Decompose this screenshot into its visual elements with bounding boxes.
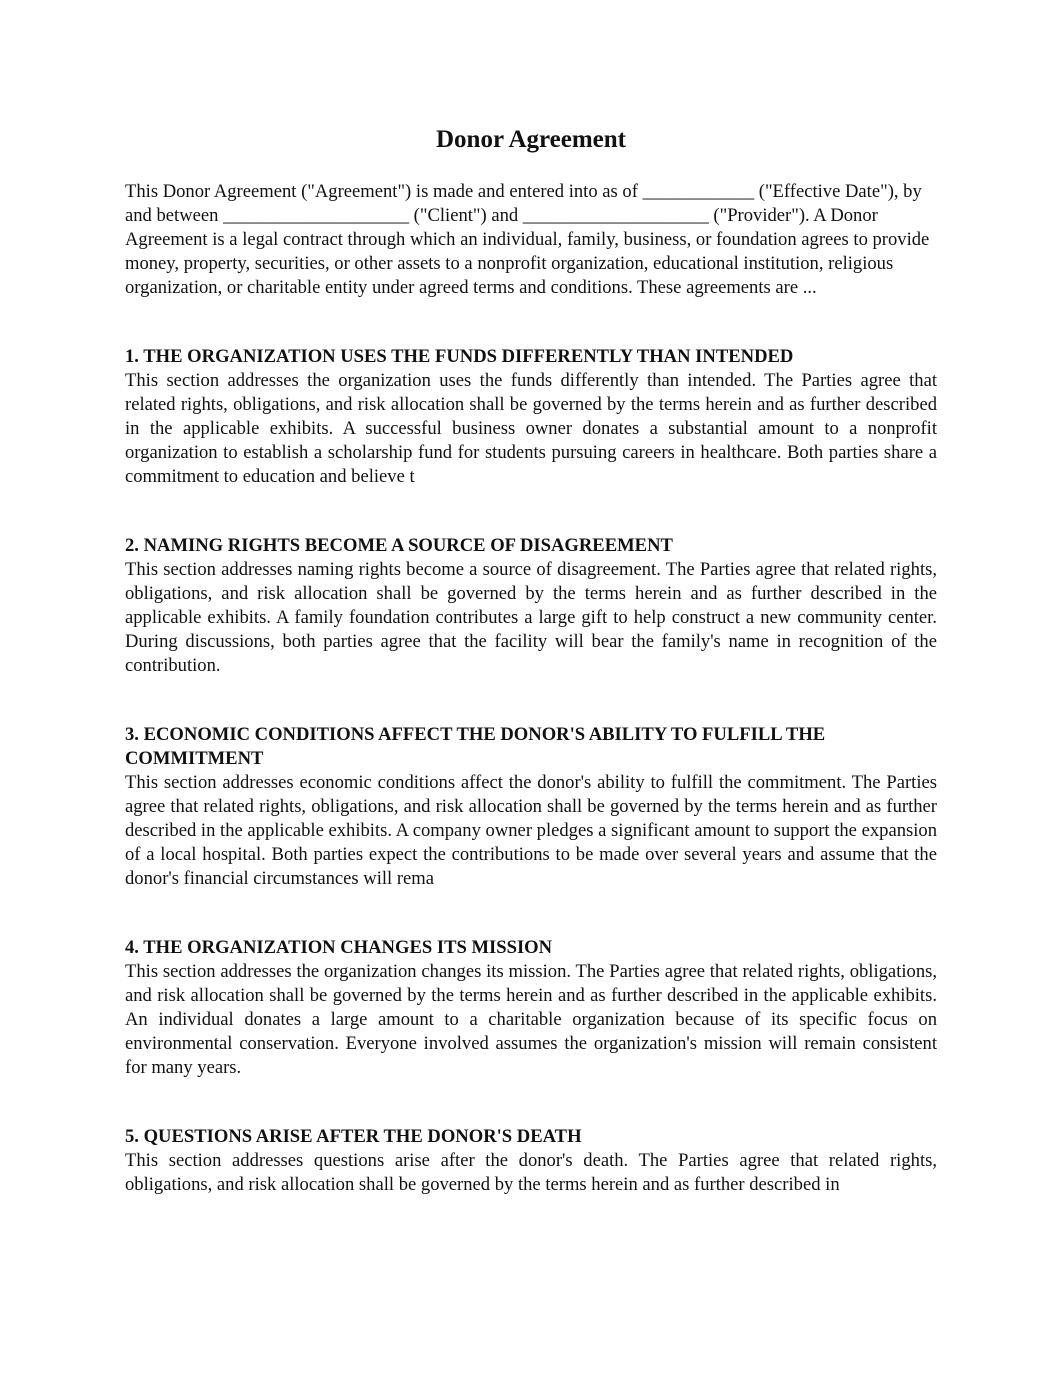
intro-paragraph: This Donor Agreement ("Agreement") is made and entered into as of ____________ ("Effective Date"), by and between ____________________ ("Client") and ____________________ ("Provider"). A Donor Agreement is a legal contract through which an individual, family, business, or foundation agrees to provide money, property, securities, or other assets to a nonprofit organization, educational institution, religious organization, or charitable entity under agreed terms and conditions. These agreements are ... (125, 181, 930, 298)
section-heading: 1. THE ORGANIZATION USES THE FUNDS DIFFERENTLY THAN INTENDED (125, 346, 794, 367)
section-body: This section addresses naming rights become a source of disagreement. The Parties agree that related rights, obligations, and risk allocation shall be governed by the terms herein and as further described in the applicable exhibits. A family foundation contributes a large gift to help construct a new community center. During discussions, both parties agree that the facility will bear the family's name in recognition of the contribution. (125, 559, 937, 676)
section-2 (125, 534, 937, 678)
document-title: Donor Agreement (435, 126, 626, 153)
document-page (125, 120, 937, 1197)
section-body: This section addresses the organization changes its mission. The Parties agree that related rights, obligations, and risk allocation shall be governed by the terms herein and as further described in the applicable exhibits. An individual donates a large amount to a charitable organization because of its specific focus on environmental conservation. Everyone involved assumes the organization's mission will remain consistent for many years. (125, 961, 937, 1078)
section-body: This section addresses the organization uses the funds differently than intended. The Parties agree that related rights, obligations, and risk allocation shall be governed by the terms herein and as further described in the applicable exhibits. A successful business owner donates a substantial amount to a nonprofit organization to establish a scholarship fund for students pursuing careers in healthcare. Both parties share a commitment to education and believe t (125, 370, 937, 487)
section-5 (125, 1125, 937, 1197)
section-1 (125, 345, 937, 489)
section-body: This section addresses questions arise after the donor's death. The Parties agree that related rights, obligations, and risk allocation shall be governed by the terms herein and as further described in (125, 1150, 937, 1195)
section-heading: 2. NAMING RIGHTS BECOME A SOURCE OF DISAGREEMENT (125, 535, 673, 556)
section-heading: 3. ECONOMIC CONDITIONS AFFECT THE DONOR'S ABILITY TO FULFILL THE COMMITMENT (125, 724, 826, 769)
section-body: This section addresses economic conditions affect the donor's ability to fulfill the commitment. The Parties agree that related rights, obligations, and risk allocation shall be governed by the terms herein and as further described in the applicable exhibits. A company owner pledges a significant amount to support the expansion of a local hospital. Both parties expect the contributions to be made over several years and assume that the donor's financial circumstances will rema (125, 772, 937, 889)
section-heading: 5. QUESTIONS ARISE AFTER THE DONOR'S DEATH (125, 1126, 582, 1147)
section-3 (125, 723, 937, 891)
section-heading: 4. THE ORGANIZATION CHANGES ITS MISSION (125, 937, 553, 958)
section-4 (125, 936, 937, 1080)
